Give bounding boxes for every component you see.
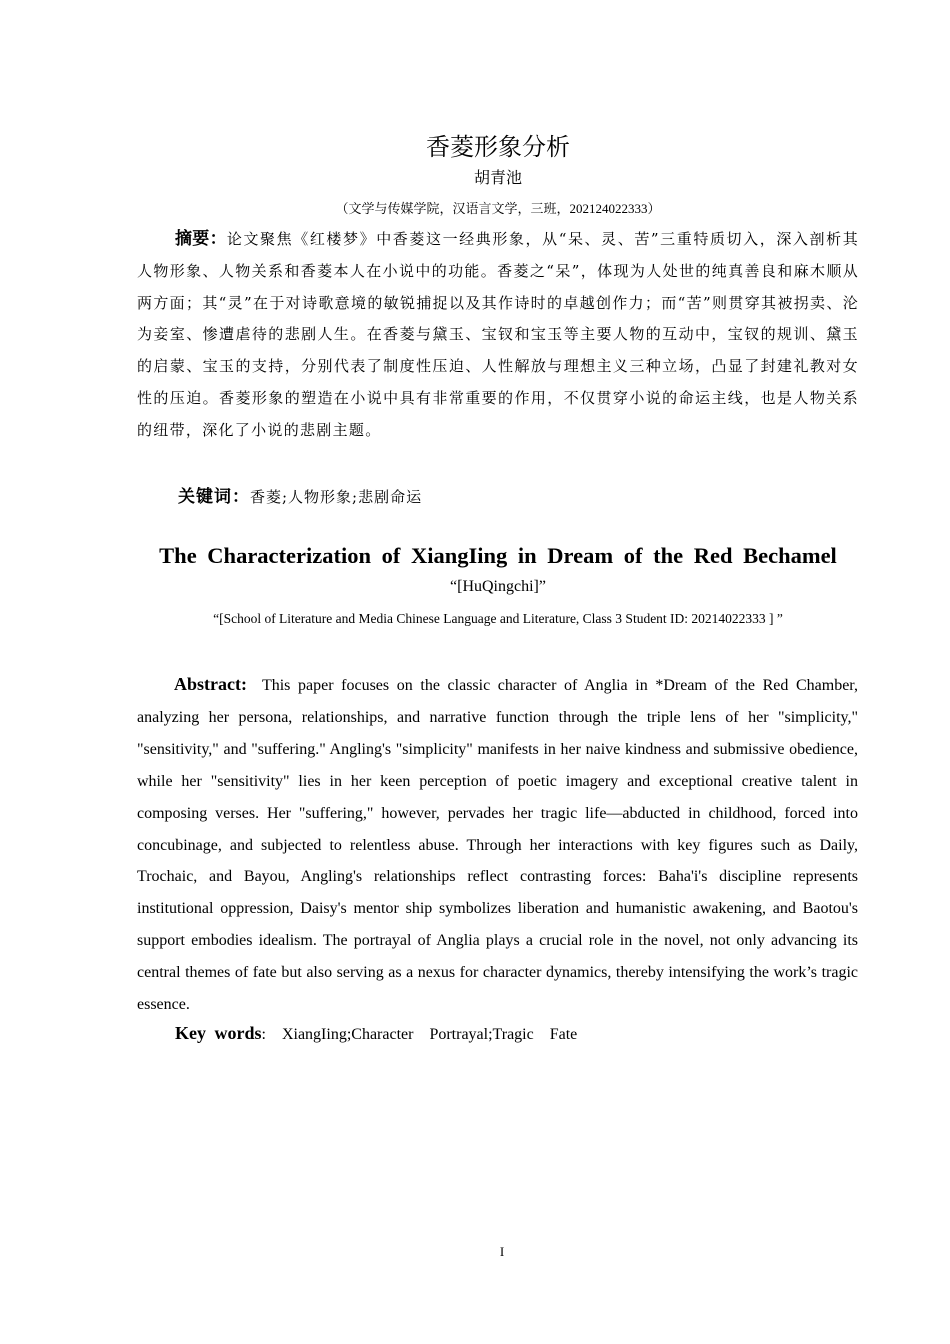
english-author: “[HuQingchi]”: [450, 578, 546, 595]
english-keywords: [175, 1023, 577, 1044]
english-keywords-label: Key words: [175, 1023, 262, 1043]
chinese-keywords-text: 香菱;人物形象;悲剧命运: [250, 488, 423, 506]
chinese-author: 胡青池: [473, 170, 522, 187]
english-abstract: [137, 669, 858, 1021]
english-title: The Characterization of XiangIing in Dream of the Red Bechamel: [159, 543, 837, 568]
chinese-keywords-label: 关键词：: [178, 487, 250, 507]
chinese-title: 香菱形象分析: [426, 135, 570, 161]
chinese-affiliation: （文学与传媒学院，汉语言文学，三班，202124022333）: [335, 201, 661, 216]
chinese-abstract: [137, 224, 859, 447]
english-abstract-label: Abstract:: [174, 674, 247, 694]
english-keywords-text: : XiangIing;Character Portrayal;Tragic Fate: [261, 1026, 578, 1043]
english-abstract-text: This paper focuses on the classic character of Anglia in *Dream of the Red Chamber, analyzing her persona, relationships, and narrative function through the triple lens of her "simplicity," "sensitivity," and "suffering." Angling's "simplicity" manifests in her naive kindness and submissive obedience, while her "sensitivity" lies in her keen perception of poetic imagery and exceptional creative talent in composing verses. Her "suffering," however, pervades her tragic life—abducted in childhood, forced into concubinage, and subjected to relentless abuse. Through her interactions with key figures such as Daily, Trochaic, and Bayou, Angling's relationships reflect contrasting forces: Baha'i's discipline represents institutional oppression, Daisy's mentor ship symbolizes liberation and humanistic awakening, and Baotou's support embodies idealism. The portrayal of Anglia plays a crucial role in the novel, not only advancing its central themes of fate but also serving as a nexus for character dynamics, thereby intensifying the work’s tragic essence.: [137, 677, 858, 1014]
chinese-keywords: [178, 482, 422, 507]
page-number: I: [499, 1244, 505, 1259]
chinese-abstract-text: 论文聚焦《红楼梦》中香菱这一经典形象，从“呆、灵、苦”三重特质切入，深入剖析其人物形象、人物关系和香菱本人在小说中的功能。香菱之“呆”，体现为人处世的纯真善良和麻木顺从两方面；其“灵”在于对诗歌意境的敏锐捕捉以及其作诗时的卓越创作力；而“苦”则贯穿其被拐卖、沦为妾室、惨遭虐待的悲剧人生。在香菱与黛玉、宝钗和宝玉等主要人物的互动中，宝钗的规训、黛玉的启蒙、宝玉的支持，分别代表了制度性压迫、人性解放与理想主义三种立场，凸显了封建礼教对女性的压迫。香菱形象的塑造在小说中具有非常重要的作用，不仅贯穿小说的命运主线，也是人物关系的纽带，深化了小说的悲剧主题。: [137, 230, 859, 439]
english-affiliation: “[School of Literature and Media Chinese Language and Literature, Class 3 Student ID: 20214022333 ] ”: [213, 611, 783, 626]
chinese-abstract-label: 摘要：: [175, 229, 227, 249]
